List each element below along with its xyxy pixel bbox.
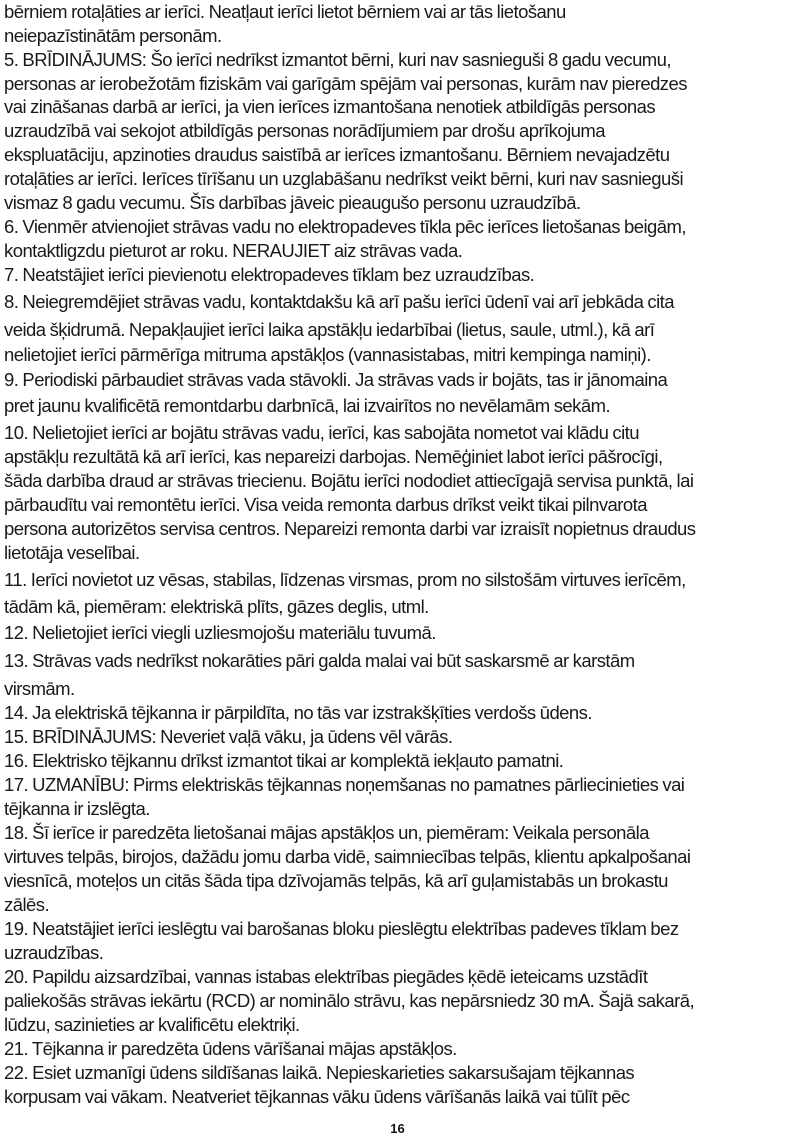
text-line: 13. Strāvas vads nedrīkst nokarāties pāri galda malai vai būt saskarsmē ar karstām xyxy=(4,650,635,671)
text-line: 15. BRĪDINĀJUMS: Neveriet vaļā vāku, ja ūdens vēl vārās. xyxy=(4,726,453,747)
text-line: pret jaunu kvalificētā remontdarbu darbnīcā, lai izvairītos no nevēlamām sekām. xyxy=(4,395,611,416)
text-line: viesnīcā, moteļos un citās šāda tipa dzīvojamās telpās, kā arī guļamistabās un brokastu xyxy=(4,870,668,891)
text-line: šāda darbība draud ar strāvas triecienu. Bojātu ierīci nododiet attiecīgajā servisa punktā, lai xyxy=(4,470,694,491)
text-line: 8. Neiegremdējiet strāvas vadu, kontaktdakšu kā arī pašu ierīci ūdenī vai arī jebkāda cita xyxy=(4,291,674,312)
text-line: paliekošās strāvas iekārtu (RCD) ar nominālo strāvu, kas nepārsniedz 30 mA. Šajā sakarā, xyxy=(4,990,695,1011)
text-line: bērniem rotaļāties ar ierīci. Neatļaut ierīci lietot bērniem vai ar tās lietošanu xyxy=(4,1,566,22)
text-line: zālēs. xyxy=(4,894,50,915)
text-line: 11. Ierīci novietot uz vēsas, stabilas, līdzenas virsmas, prom no silstošām virtuves ierīcēm, xyxy=(4,569,686,590)
text-line: lūdzu, sazinieties ar kvalificētu elektriķi. xyxy=(4,1014,300,1035)
text-line: lietotāja veselībai. xyxy=(4,542,140,563)
text-line: 16. Elektrisko tējkannu drīkst izmantot tikai ar komplektā iekļauto pamatni. xyxy=(4,750,564,771)
text-line: tējkanna ir izslēgta. xyxy=(4,798,150,819)
text-line: 10. Nelietojiet ierīci ar bojātu strāvas vadu, ierīci, kas sabojāta nometot vai klādu citu xyxy=(4,422,640,443)
text-line: neiepazīstinātām personām. xyxy=(4,25,222,46)
text-line: virsmām. xyxy=(4,678,75,699)
text-line: kontaktligzdu pieturot ar roku. NERAUJIET aiz strāvas vada. xyxy=(4,240,463,261)
text-line: pārbaudītu vai remontētu ierīci. Visa veida remonta darbus drīkst veikt tikai pilnvarota xyxy=(4,494,647,515)
text-line: 17. UZMANĪBU: Pirms elektriskās tējkannas noņemšanas no pamatnes pārliecinieties vai xyxy=(4,774,685,795)
text-line: apstākļu rezultātā kā arī ierīci, kas nepareizi darbojas. Nemēģiniet labot ierīci pāšrocīgi, xyxy=(4,446,663,467)
text-line: 22. Esiet uzmanīgi ūdens sildīšanas laikā. Nepieskarieties sakarsušajam tējkannas xyxy=(4,1062,635,1083)
text-line: nelietojiet ierīci pārmērīga mitruma apstākļos (vannasistabas, mitri kempinga namiņi). xyxy=(4,344,651,365)
text-line: personas ar ierobežotām fiziskām vai garīgām spējām vai personas, kurām nav pieredzes xyxy=(4,73,687,94)
text-line: ekspluatāciju, apzinoties draudus saistībā ar ierīces izmantošanu. Bērniem nevajadzētu xyxy=(4,144,670,165)
text-line: veida šķidrumā. Nepakļaujiet ierīci laika apstākļu iedarbībai (lietus, saule, utml.), kā arī xyxy=(4,319,655,340)
text-line: 12. Nelietojiet ierīci viegli uzliesmojošu materiālu tuvumā. xyxy=(4,622,436,643)
text-line: 19. Neatstājiet ierīci ieslēgtu vai barošanas bloku pieslēgtu elektrības padeves tīklam bez xyxy=(4,918,679,939)
text-line: 6. Vienmēr atvienojiet strāvas vadu no elektropadeves tīkla pēc ierīces lietošanas beigām, xyxy=(4,216,686,237)
text-line: 18. Šī ierīce ir paredzēta lietošanai mājas apstākļos un, piemēram: Veikala personāla xyxy=(4,822,649,843)
text-line: vai zināšanas darbā ar ierīci, ja vien ierīces izmantošana nenotiek atbildīgās personas xyxy=(4,96,656,117)
text-line: tādām kā, piemēram: elektriskā plīts, gāzes deglis, utml. xyxy=(4,596,429,617)
text-line: vismaz 8 gadu vecumu. Šīs darbības jāveic pieaugušo personu uzraudzībā. xyxy=(4,192,581,213)
text-line: 14. Ja elektriskā tējkanna ir pārpildīta, no tās var izstrakšķīties verdošs ūdens. xyxy=(4,702,592,723)
text-line: uzraudzības. xyxy=(4,942,104,963)
text-line: 21. Tējkanna ir paredzēta ūdens vārīšanai mājas apstākļos. xyxy=(4,1038,457,1059)
text-line: 7. Neatstājiet ierīci pievienotu elektropadeves tīklam bez uzraudzības. xyxy=(4,264,535,285)
text-line: 5. BRĪDINĀJUMS: Šo ierīci nedrīkst izmantot bērni, kuri nav sasnieguši 8 gadu vecumu, xyxy=(4,49,671,70)
text-line: korpusam vai vākam. Neatveriet tējkannas vāku ūdens vārīšanās laikā vai tūlīt pēc xyxy=(4,1086,630,1107)
page-number: 16 xyxy=(390,1121,405,1136)
text-line: virtuves telpās, birojos, dažādu jomu darba vidē, saimniecības telpās, klientu apkalpošanai xyxy=(4,846,691,867)
text-line: rotaļāties ar ierīci. Ierīces tīrīšanu un uzglabāšanu nedrīkst veikt bērni, kuri nav sasnieguši xyxy=(4,168,684,189)
text-line: 20. Papildu aizsardzībai, vannas istabas elektrības piegādes ķēdē ieteicams uzstādīt xyxy=(4,966,648,987)
text-line: uzraudzībā vai sekojot atbildīgās personas norādījumiem par drošu aprīkojuma xyxy=(4,120,606,141)
text-line: 9. Periodiski pārbaudiet strāvas vada stāvokli. Ja strāvas vads ir bojāts, tas ir jānomaina xyxy=(4,369,668,390)
text-line: persona autorizētos servisa centros. Nepareizi remonta darbi var izraisīt nopietnus draudus xyxy=(4,518,696,539)
